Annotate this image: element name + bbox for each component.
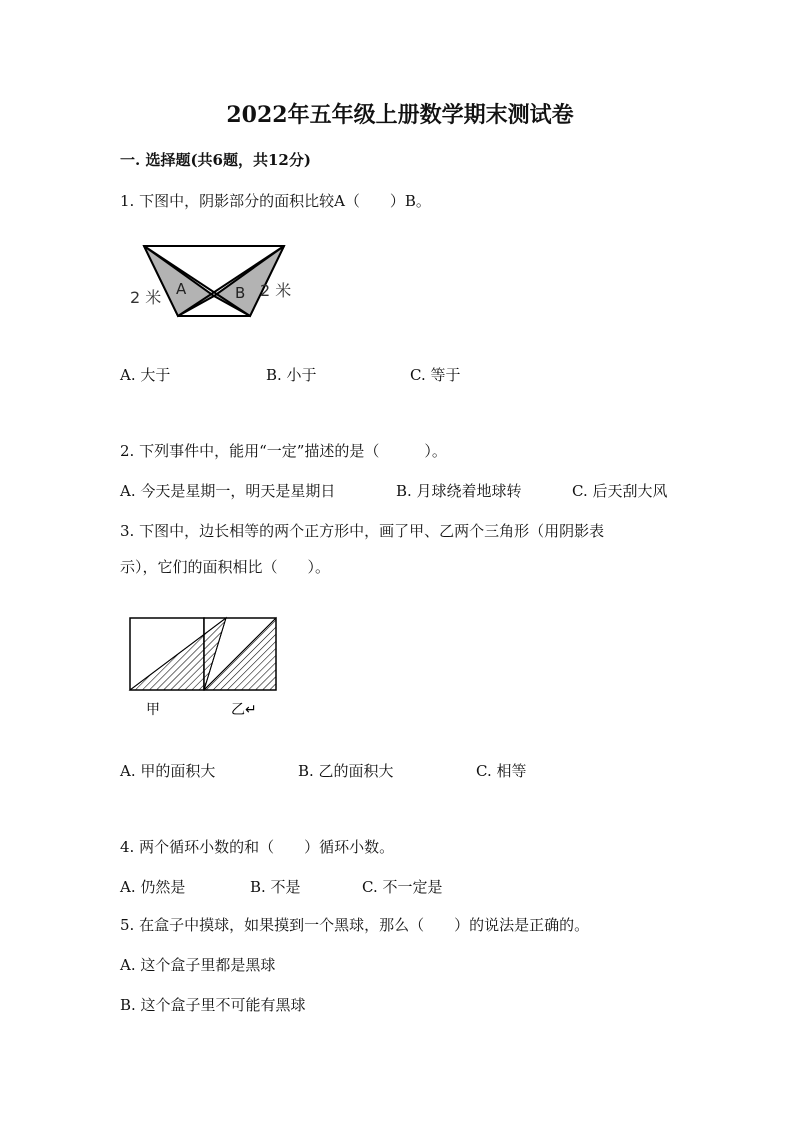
label-jia: 甲: [146, 702, 160, 718]
q3-option-a: A. 甲的面积大: [120, 762, 216, 780]
label-a: A: [176, 280, 187, 298]
label-right-length: 2 米: [260, 281, 292, 300]
label-left-length: 2 米: [130, 288, 162, 307]
q1-option-a: A. 大于: [120, 366, 171, 384]
q4-option-c: C. 不一定是: [362, 878, 443, 896]
q4-stem: 4. 两个循环小数的和（ ）循环小数。: [120, 838, 395, 856]
page-title: 2022年五年级上册数学期末测试卷: [226, 102, 574, 128]
label-b: B: [235, 284, 246, 302]
q2-option-a: A. 今天是星期一，明天是星期日: [120, 482, 336, 500]
q5-stem: 5. 在盒子中摸球，如果摸到一个黑球，那么（ ）的说法是正确的。: [120, 916, 590, 934]
label-yi: 乙↵: [231, 702, 257, 718]
q3-squares-figure: [126, 614, 286, 718]
q5-option-a: A. 这个盒子里都是黑球: [120, 956, 276, 974]
section-heading: 一. 选择题(共6题，共12分): [120, 151, 311, 169]
q3-stem-line2: 示），它们的面积相比（ ）。: [120, 558, 331, 576]
q5-option-b: B. 这个盒子里不可能有黑球: [120, 996, 306, 1014]
q1-stem: 1. 下图中，阴影部分的面积比较A（ ）B。: [120, 192, 431, 210]
q3-option-c: C. 相等: [476, 762, 527, 780]
q4-option-a: A. 仍然是: [120, 878, 186, 896]
q4-option-b: B. 不是: [250, 878, 301, 896]
q2-stem: 2. 下列事件中，能用“一定”描述的是（ ）。: [120, 442, 447, 460]
q1-trapezoid-figure: [120, 238, 310, 328]
q1-option-b: B. 小于: [266, 366, 317, 384]
q2-option-c: C. 后天刮大风: [572, 482, 668, 500]
q3-option-b: B. 乙的面积大: [298, 762, 394, 780]
q1-option-c: C. 等于: [410, 366, 461, 384]
q3-stem-line1: 3. 下图中，边长相等的两个正方形中，画了甲、乙两个三角形（用阴影表: [120, 522, 605, 540]
q2-option-b: B. 月球绕着地球转: [396, 482, 522, 500]
